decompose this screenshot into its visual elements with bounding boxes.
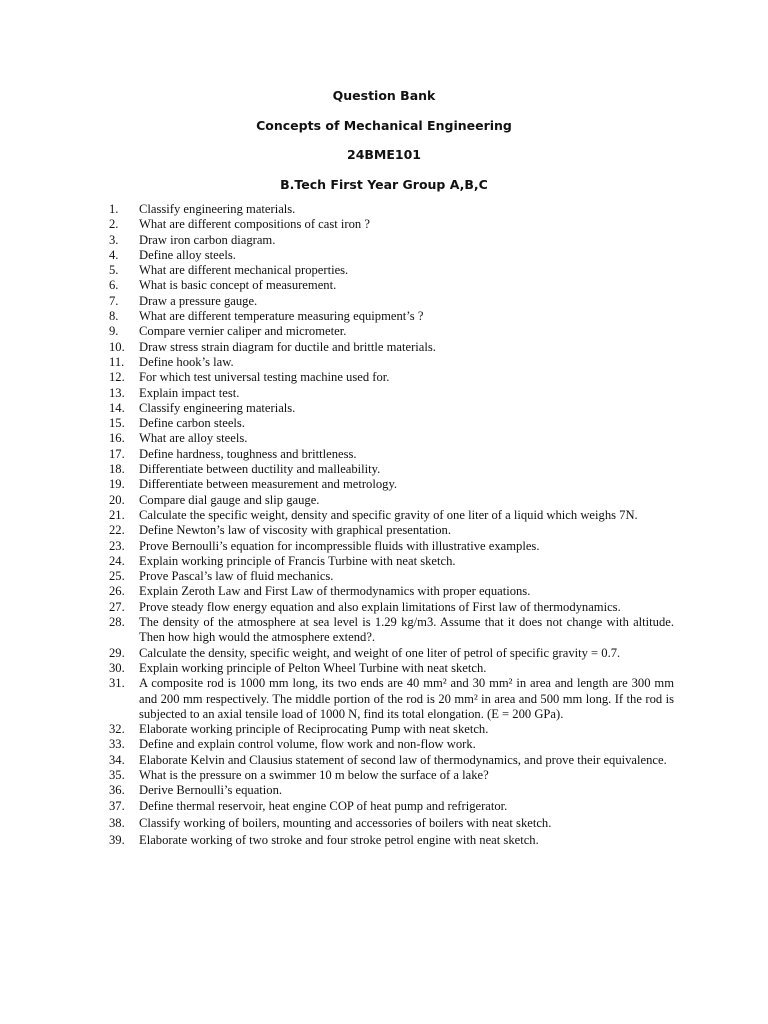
question-item <box>109 477 674 492</box>
question-text: A composite rod is 1000 mm long, its two ends are 40 mm² and 30 mm² in area and length are 300 mm and 200 mm respectively. The middle portion of the rod is 20 mm² in area and 500 mm long. If the rod is subjected to an axial tensile load of 1000 N, find its total elongation. (E = 200 GPa). <box>139 676 674 721</box>
question-number: 31. <box>109 676 125 691</box>
question-item <box>109 416 674 431</box>
question-number: 34. <box>109 752 125 767</box>
question-item <box>109 661 674 676</box>
question-item <box>109 753 674 768</box>
question-number: 36. <box>109 783 125 798</box>
question-text: Classify working of boilers, mounting and accessories of boilers with neat sketch. <box>139 815 552 830</box>
question-number: 33. <box>109 737 125 752</box>
question-text: Elaborate working principle of Reciprocating Pump with neat sketch. <box>139 722 489 737</box>
question-text: Calculate the density, specific weight, and weight of one liter of petrol of specific gravity = 0.7. <box>139 645 621 660</box>
question-text: Differentiate between measurement and metrology. <box>139 477 398 492</box>
question-number: 39. <box>109 833 125 848</box>
question-item <box>109 584 674 599</box>
question-text: Draw iron carbon diagram. <box>139 232 276 247</box>
question-item <box>109 783 674 798</box>
question-number: 2. <box>109 217 119 232</box>
question-number: 14. <box>109 400 125 415</box>
question-number: 27. <box>109 599 125 614</box>
question-text: The density of the atmosphere at sea level is 1.29 kg/m3. Assume that it does not change with altitude. Then how high would the atmosphere extend?. <box>139 615 674 645</box>
question-number: 10. <box>109 339 125 354</box>
question-text: Calculate the specific weight, density and specific gravity of one liter of a liquid which weighs 7N. <box>139 507 638 522</box>
question-number: 9. <box>109 324 119 339</box>
question-text: Define Newton’s law of viscosity with graphical presentation. <box>139 523 451 538</box>
question-item <box>109 355 674 370</box>
question-number: 5. <box>109 263 119 278</box>
question-number: 23. <box>109 538 125 553</box>
question-text: Classify engineering materials. <box>139 400 296 415</box>
question-item <box>109 737 674 752</box>
question-item <box>109 370 674 385</box>
question-text: Define and explain control volume, flow work and non-flow work. <box>139 737 476 752</box>
question-text: Prove steady flow energy equation and also explain limitations of First law of thermodynamics. <box>139 599 621 614</box>
question-text: What are different temperature measuring equipment’s ? <box>139 309 424 324</box>
question-text: Elaborate working of two stroke and four stroke petrol engine with neat sketch. <box>139 833 539 848</box>
question-number: 17. <box>109 446 125 461</box>
question-text: Explain working principle of Francis Turbine with neat sketch. <box>139 553 456 568</box>
question-text: Classify engineering materials. <box>139 202 296 216</box>
question-item <box>109 646 674 661</box>
question-number: 19. <box>109 477 125 492</box>
question-text: Elaborate Kelvin and Clausius statement of second law of thermodynamics, and prove their equivalence. <box>139 752 667 767</box>
question-item <box>109 722 674 737</box>
question-item <box>109 816 674 831</box>
question-item <box>109 263 674 278</box>
question-item <box>109 309 674 324</box>
question-number: 18. <box>109 462 125 477</box>
question-text: Define hook’s law. <box>139 354 234 369</box>
question-number: 25. <box>109 569 125 584</box>
question-item <box>109 447 674 462</box>
question-text: Explain Zeroth Law and First Law of thermodynamics with proper equations. <box>139 584 531 599</box>
question-number: 35. <box>109 767 125 782</box>
question-number: 6. <box>109 278 119 293</box>
question-item <box>109 493 674 508</box>
question-number: 24. <box>109 553 125 568</box>
question-item <box>109 676 674 722</box>
question-item <box>109 202 674 217</box>
question-text: Define hardness, toughness and brittleness. <box>139 446 357 461</box>
question-item <box>109 799 674 814</box>
question-item <box>109 294 674 309</box>
question-text: Define alloy steels. <box>139 247 236 262</box>
question-item <box>109 431 674 446</box>
question-number: 12. <box>109 370 125 385</box>
question-text: Draw a pressure gauge. <box>139 293 258 308</box>
question-item <box>109 600 674 615</box>
question-text: Define thermal reservoir, heat engine COP of heat pump and refrigerator. <box>139 798 508 813</box>
question-text: For which test universal testing machine used for. <box>139 370 390 385</box>
course-code: 24BME101 <box>347 147 421 162</box>
question-number: 28. <box>109 615 125 630</box>
question-number: 22. <box>109 523 125 538</box>
question-text: Explain impact test. <box>139 385 240 400</box>
question-item <box>109 523 674 538</box>
question-item <box>109 401 674 416</box>
question-text: Prove Pascal’s law of fluid mechanics. <box>139 569 334 584</box>
question-number: 1. <box>109 202 119 216</box>
question-number: 30. <box>109 660 125 675</box>
question-number: 21. <box>109 507 125 522</box>
question-number: 16. <box>109 431 125 446</box>
question-number: 11. <box>109 354 125 369</box>
question-number: 13. <box>109 385 125 400</box>
question-item <box>109 248 674 263</box>
question-number: 20. <box>109 492 125 507</box>
question-number: 15. <box>109 416 125 431</box>
question-text: Derive Bernoulli’s equation. <box>139 783 283 798</box>
question-text: Compare dial gauge and slip gauge. <box>139 492 320 507</box>
question-item <box>109 340 674 355</box>
question-text: Compare vernier caliper and micrometer. <box>139 324 347 339</box>
question-list <box>109 202 674 848</box>
question-item <box>109 615 674 646</box>
question-item <box>109 539 674 554</box>
question-number: 29. <box>109 645 125 660</box>
subject-title: Concepts of Mechanical Engineering <box>256 118 512 133</box>
question-text: Explain working principle of Pelton Wheel Turbine with neat sketch. <box>139 660 487 675</box>
question-item <box>109 233 674 248</box>
question-text: What is the pressure on a swimmer 10 m below the surface of a lake? <box>139 767 489 782</box>
question-item <box>109 554 674 569</box>
question-item <box>109 569 674 584</box>
question-text: Draw stress strain diagram for ductile and brittle materials. <box>139 339 436 354</box>
question-item <box>109 768 674 783</box>
question-text: What is basic concept of measurement. <box>139 278 337 293</box>
document-title: Question Bank <box>332 88 436 103</box>
question-item <box>109 508 674 523</box>
question-item <box>109 833 674 848</box>
question-number: 26. <box>109 584 125 599</box>
question-number: 7. <box>109 293 119 308</box>
question-text: What are alloy steels. <box>139 431 248 446</box>
question-item <box>109 217 674 232</box>
question-text: What are different mechanical properties. <box>139 263 349 278</box>
question-text: Differentiate between ductility and malleability. <box>139 462 381 477</box>
question-number: 8. <box>109 309 119 324</box>
question-item <box>109 278 674 293</box>
question-number: 38. <box>109 815 125 830</box>
question-number: 4. <box>109 247 119 262</box>
question-number: 3. <box>109 232 119 247</box>
question-number: 32. <box>109 722 125 737</box>
question-text: Define carbon steels. <box>139 416 245 431</box>
question-text: Prove Bernoulli’s equation for incompressible fluids with illustrative examples. <box>139 538 540 553</box>
question-text: What are different compositions of cast iron ? <box>139 217 370 232</box>
question-item <box>109 386 674 401</box>
question-item <box>109 324 674 339</box>
question-item <box>109 462 674 477</box>
question-number: 37. <box>109 798 125 813</box>
group-label: B.Tech First Year Group A,B,C <box>280 177 488 192</box>
